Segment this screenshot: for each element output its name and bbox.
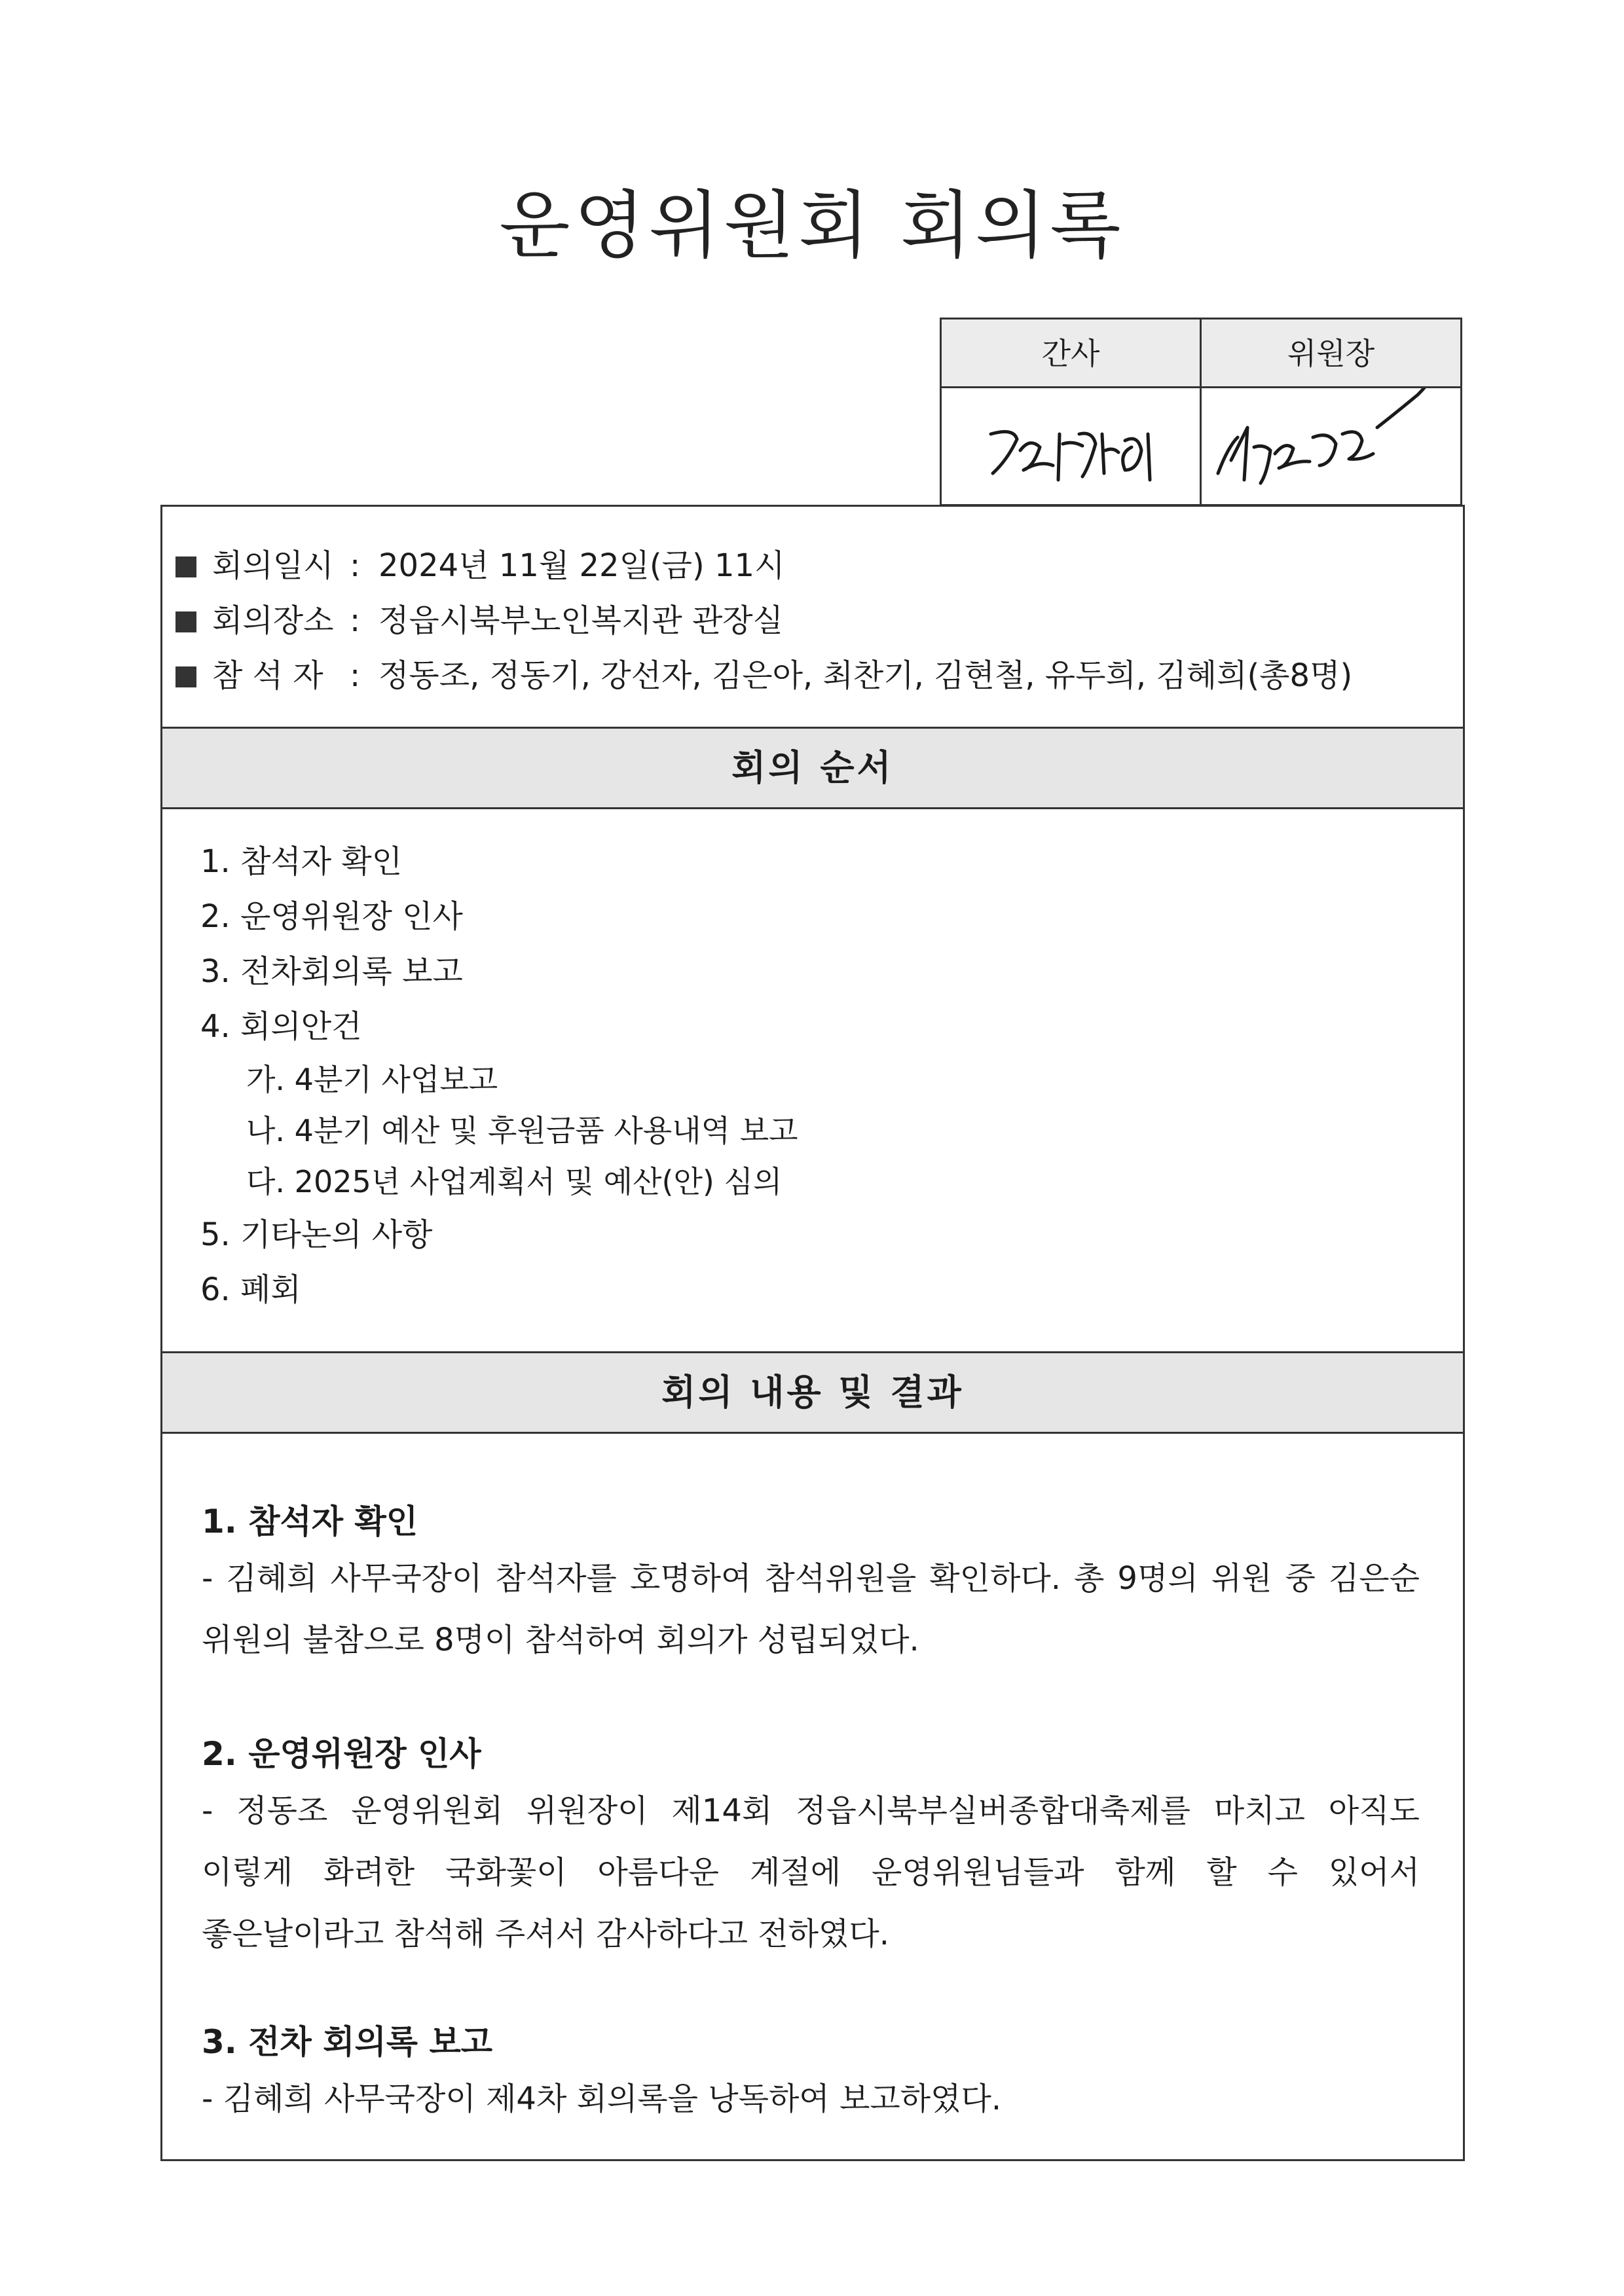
agenda-item: 4. 회의안건 [200,1008,362,1045]
content-heading: 1. 참석자 확인 [202,1503,418,1540]
content-body: - 김혜희 사무국장이 제4차 회의록을 낭독하여 보고하였다. [202,2081,1002,2117]
square-bullet-icon [175,611,196,632]
agenda-subitem: 나. 4분기 예산 및 후원금품 사용내역 보고 [246,1113,798,1148]
approval-chairman-label: 위원장 [1202,319,1460,388]
content-section [202,1728,1420,1965]
agenda-subitem: 가. 4분기 사업보고 [246,1062,498,1097]
agenda-item: 6. 폐회 [200,1271,301,1308]
content-section [202,2016,1420,2130]
info-place: 회의장소 : 정읍시북부노인복지관 관장실 [175,593,1446,648]
content-heading: 3. 전차 회의록 보고 [202,2023,493,2061]
agenda-item: 1. 참석자 확인 [200,843,403,880]
agenda-item: 5. 기타논의 사항 [200,1216,433,1253]
info-date-value: 2024년 11월 22일(금) 11시 [378,547,785,584]
agenda-item: 2. 운영위원장 인사 [200,898,463,935]
approval-secretary-label: 간사 [942,319,1202,388]
agenda-list [200,834,1418,1317]
agenda-item: 3. 전차회의록 보고 [200,953,463,990]
info-date-label: 회의일시 [212,547,334,584]
meeting-info [175,538,1446,703]
document-title: 운영위원회 회의록 [499,183,1125,268]
info-attendees: 참 석 자 : 정동조, 정동기, 강선자, 김은아, 최찬기, 김현철, 유두희, 김혜희(총8명) [175,648,1446,703]
info-place-label: 회의장소 [212,602,334,639]
content-section [202,1495,1420,1671]
secretary-signature [942,388,1202,506]
info-attendees-label: 참 석 자 [212,657,323,694]
approval-box [940,318,1462,506]
agenda-section-header: 회의 순서 [162,727,1463,809]
info-place-value: 정읍시북부노인복지관 관장실 [378,602,784,639]
square-bullet-icon [175,556,196,577]
content-body: - 정동조 운영위원회 위원장이 제14회 정읍시북부실버종합대축제를 마치고 아직도 이렇게 화려한 국화꽃이 아름다운 계절에 운영위원님들과 함께 할 수 있어서 좋은날이라고 참석해 주셔서 감사하다고 전하였다. [202,1793,1420,1952]
content-section-header: 회의 내용 및 결과 [162,1351,1463,1434]
content-body: - 김혜희 사무국장이 참석자를 호명하여 참석위원을 확인하다. 총 9명의 위원 중 김은순 위원의 불참으로 8명이 참석하여 회의가 성립되었다. [202,1560,1420,1658]
chairman-signature [1202,388,1460,506]
info-date: 회의일시 : 2024년 11월 22일(금) 11시 [175,538,1446,593]
square-bullet-icon [175,666,196,687]
info-attendees-value: 정동조, 정동기, 강선자, 김은아, 최찬기, 김현철, 유두희, 김혜희(총8명) [378,657,1353,694]
agenda-subitem: 다. 2025년 사업계획서 및 예산(안) 심의 [246,1164,783,1199]
minutes-frame [160,505,1465,2161]
content-heading: 2. 운영위원장 인사 [202,1735,481,1773]
